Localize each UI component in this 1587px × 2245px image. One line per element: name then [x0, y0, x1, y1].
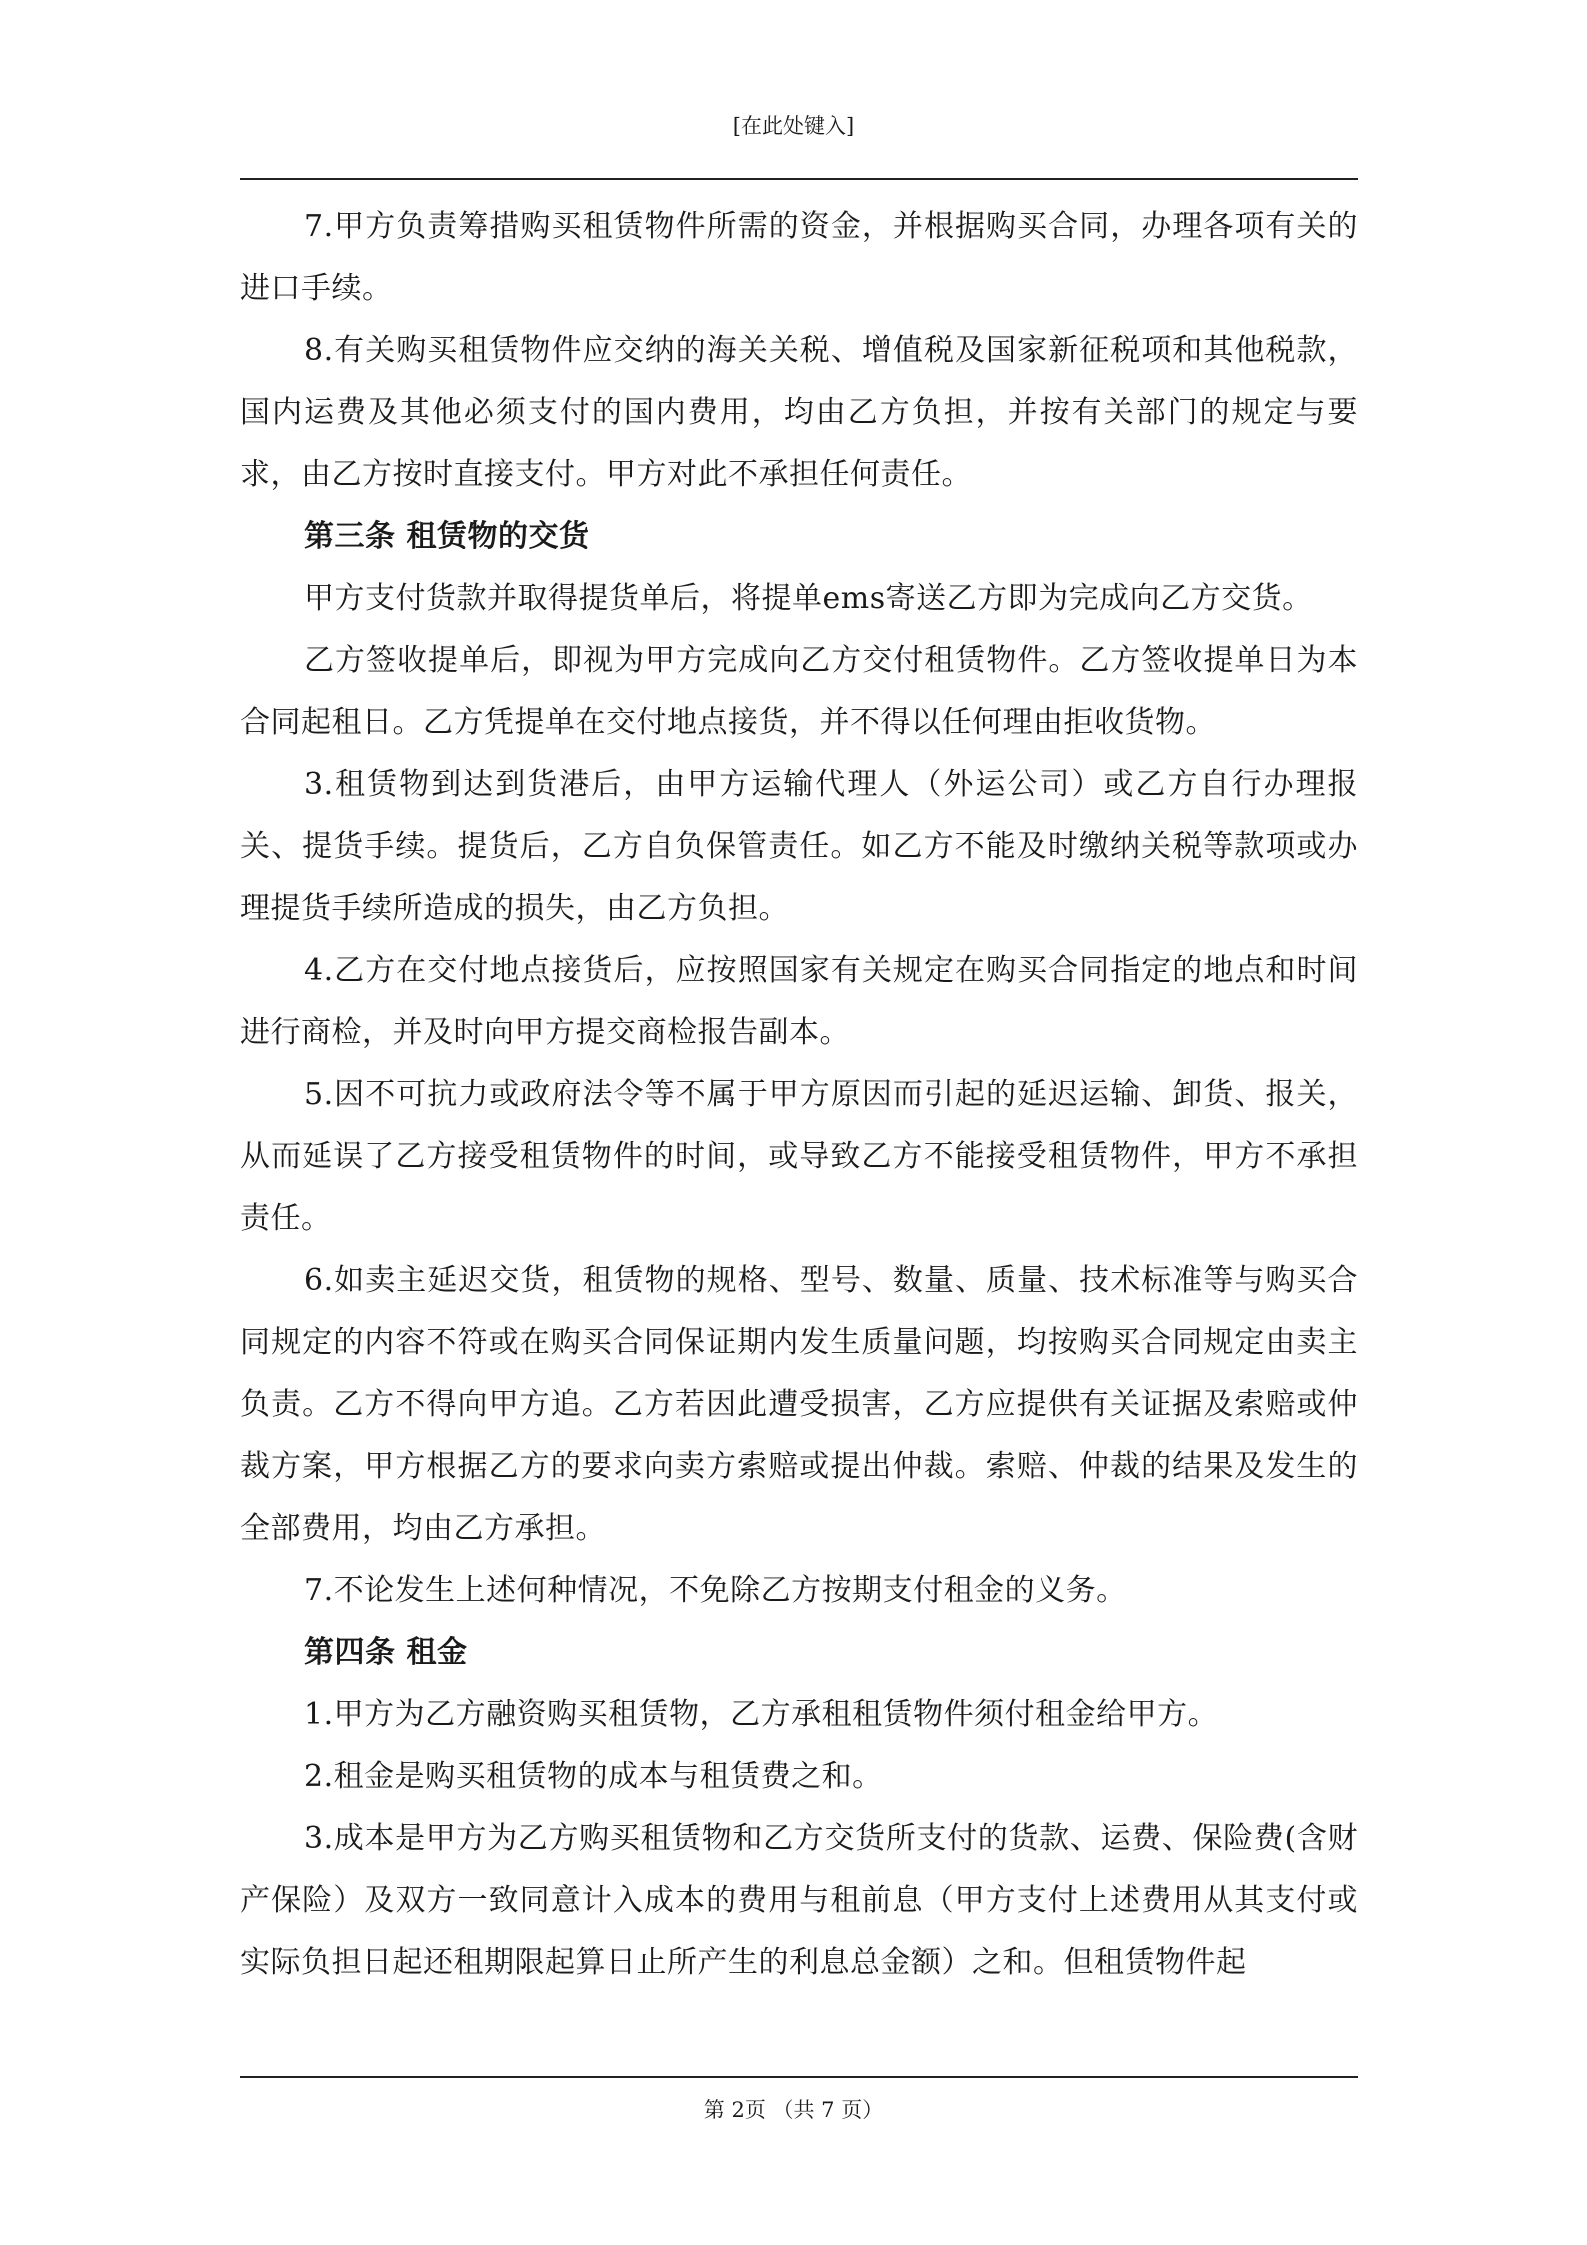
paragraph-7-funding: 7.甲方负责筹措购买租赁物件所需的资金，并根据购买合同，办理各项有关的进口手续。: [240, 209, 1358, 306]
paragraph-rent-3: 3.成本是甲方为乙方购买租赁物和乙方交货所支付的货款、运费、保险费(含财产保险）及双方一致同意计入成本的费用与租前息（甲方支付上述费用从其支付或实际负担日起还租期限起算日止所产生的利息总金额）之和。但租赁物件起: [240, 1821, 1358, 1980]
paragraph-delivery-6: 6.如卖主延迟交货，租赁物的规格、型号、数量、质量、技术标准等与购买合同规定的内容不符或在购买合同保证期内发生质量问题，均按购买合同规定由卖主负责。乙方不得向甲方追。乙方若因此遭受损害，乙方应提供有关证据及索赔或仲裁方案，甲方根据乙方的要求向卖方索赔或提出仲裁。索赔、仲裁的结果及发生的全部费用，均由乙方承担。: [240, 1263, 1358, 1546]
paragraph-rent-1: 1.甲方为乙方融资购买租赁物，乙方承租租赁物件须付租金给甲方。: [304, 1697, 1219, 1732]
header-divider: [240, 178, 1358, 180]
section-heading-article-3: 第三条 租赁物的交货: [304, 519, 590, 554]
page-number-footer: 第 2页 （共 7 页）: [703, 2098, 884, 2122]
paragraph-delivery-3: 3.租赁物到达到货港后，由甲方运输代理人（外运公司）或乙方自行办理报关、提货手续。提货后，乙方自负保管责任。如乙方不能及时缴纳关税等款项或办理提货手续所造成的损失，由乙方负担。: [240, 767, 1358, 926]
document-body: [240, 196, 1358, 1994]
paragraph-delivery-4: 4.乙方在交付地点接货后，应按照国家有关规定在购买合同指定的地点和时间进行商检，并及时向甲方提交商检报告副本。: [240, 953, 1358, 1050]
paragraph-delivery-2: 乙方签收提单后，即视为甲方完成向乙方交付租赁物件。乙方签收提单日为本合同起租日。乙方凭提单在交付地点接货，并不得以任何理由拒收货物。: [240, 643, 1358, 740]
paragraph-delivery-5: 5.因不可抗力或政府法令等不属于甲方原因而引起的延迟运输、卸货、报关，从而延误了乙方接受租赁物件的时间，或导致乙方不能接受租赁物件，甲方不承担责任。: [240, 1077, 1358, 1236]
paragraph-delivery-1: 甲方支付货款并取得提货单后，将提单ems寄送乙方即为完成向乙方交货。: [304, 581, 1313, 616]
section-heading-article-4: 第四条 租金: [304, 1635, 468, 1670]
paragraph-delivery-7: 7.不论发生上述何种情况，不免除乙方按期支付租金的义务。: [304, 1573, 1127, 1608]
footer-divider: [240, 2076, 1358, 2078]
page-header: [在此处键入]: [732, 114, 855, 138]
paragraph-8-taxes: 8.有关购买租赁物件应交纳的海关关税、增值税及国家新征税项和其他税款，国内运费及其他必须支付的国内费用，均由乙方负担，并按有关部门的规定与要求，由乙方按时直接支付。甲方对此不承担任何责任。: [240, 333, 1358, 492]
paragraph-rent-2: 2.租金是购买租赁物的成本与租赁费之和。: [304, 1759, 883, 1794]
